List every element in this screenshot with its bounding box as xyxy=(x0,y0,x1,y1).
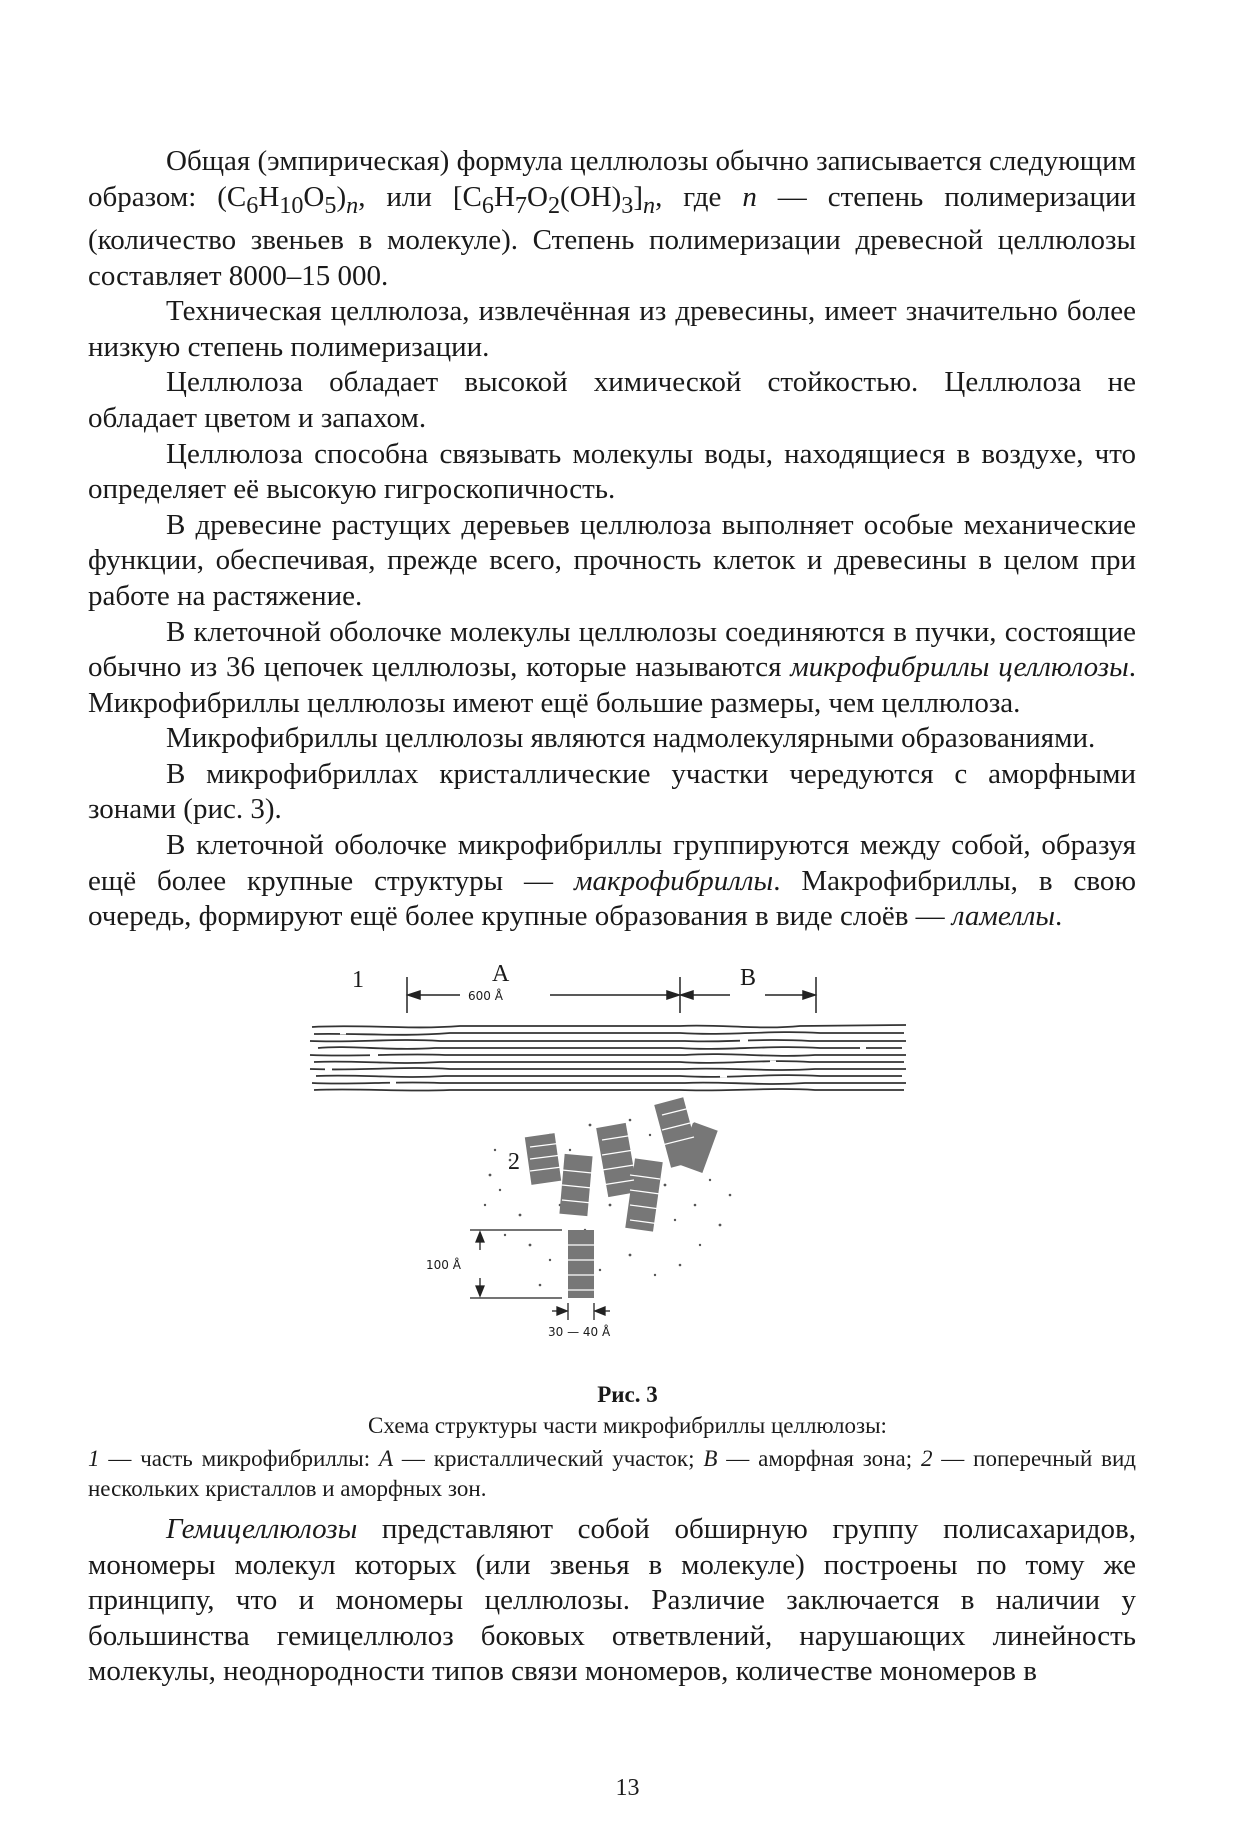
text-run: представляют собой обширную группу полисахаридов, мономеры молекул которых (или звенья в молекуле) построены по тому же принципу, что и мономеры целлюлозы. Различие заключается в наличии у большинства гемицеллюлоз боковых ответвлений, нарушающих линейность молекулы, неоднородности типов связи мономеров, количестве мономеров в xyxy=(88,1513,1136,1688)
subscript: 7 xyxy=(514,191,527,219)
subscript: 10 xyxy=(279,191,304,219)
subscript: 6 xyxy=(481,191,494,219)
caption-text: — часть микрофибриллы: xyxy=(99,1446,380,1471)
text-run: В клеточной оболочке молекулы целлюлозы соединяются в пучки, состоящие обычно из 36 цепочек целлюлозы, которые называются xyxy=(88,615,1136,684)
figure-label-2: 2 xyxy=(508,1149,520,1175)
subscript: 3 xyxy=(621,191,634,219)
paragraph-supramolecular: Микрофибриллы целлюлозы являются надмолекулярными образованиями. xyxy=(166,722,1096,755)
subscript: 2 xyxy=(547,191,561,219)
text-run: H xyxy=(258,180,280,213)
text-run: В клеточной оболочке микрофибриллы группируются между собой, образуя ещё более крупные структуры — xyxy=(88,829,1136,897)
italic-term: макрофибриллы xyxy=(574,864,774,897)
figure-microfibril xyxy=(300,961,940,1395)
paragraph-macrofibrils xyxy=(88,828,1136,935)
cross-section xyxy=(470,1097,731,1320)
figure-caption-title: Рис. 3 xyxy=(597,1382,658,1407)
caption-text: — поперечный вид нескольких кристаллов и аморфных зон. xyxy=(88,1446,1136,1501)
text-block-top xyxy=(88,144,1136,935)
text-run: (OH) xyxy=(560,180,622,213)
page-number: 13 xyxy=(615,1775,640,1801)
caption-text: — кристаллический участок; xyxy=(393,1446,704,1471)
paragraph-formula xyxy=(88,144,1136,294)
figure-label-1: 1 xyxy=(352,967,364,993)
caption-key: A xyxy=(379,1446,394,1471)
crystal-blocks xyxy=(525,1097,718,1298)
paragraph-technical: Техническая целлюлоза, извлечённая из древесины, имеет значительно более низкую степень полимеризации. xyxy=(88,295,1136,363)
text-run: O xyxy=(527,180,548,213)
caption-key: B xyxy=(703,1446,718,1471)
figure-caption-description xyxy=(88,1444,1136,1504)
paragraph-crystalline: В микрофибриллах кристаллические участки чередуются с аморфными зонами (рис. 3). xyxy=(88,757,1136,826)
paragraph-mechanical: В древесине растущих деревьев целлюлоза выполняет особые механические функции, обеспечивая, прежде всего, прочность клеток и древесины в целом при работе на растяжение. xyxy=(88,508,1136,612)
figure-caption-subtitle: Схема структуры части микрофибриллы целлюлозы: xyxy=(368,1413,887,1438)
caption-key: 1 xyxy=(88,1446,100,1471)
text-run: ) xyxy=(336,180,347,213)
italic-term: ламеллы xyxy=(951,900,1055,933)
microfibril-diagram xyxy=(300,975,940,1375)
subscript: 5 xyxy=(324,191,337,219)
text-run: O xyxy=(303,180,325,213)
dimension-600: 600 Å xyxy=(468,989,503,1003)
italic-term: микрофибриллы целлюлозы xyxy=(790,651,1129,684)
text-run: — степень полимеризации (количество звеньев в молекуле). Степень полимеризации древесной целлюлозы составляет 8000–15 000. xyxy=(88,180,1136,292)
text-run: , или [C xyxy=(358,180,482,213)
caption-key: 2 xyxy=(920,1446,933,1471)
text-run: . xyxy=(1055,900,1063,933)
dimension-100: 100 Å xyxy=(426,1258,461,1272)
dimension-30-40: 30 — 40 Å xyxy=(548,1325,611,1339)
text-run: H xyxy=(493,180,515,213)
subscript: 6 xyxy=(246,191,259,219)
variable-n: n xyxy=(742,180,757,213)
fibril-strands xyxy=(310,1025,906,1091)
paragraph-stability: Целлюлоза обладает высокой химической стойкостью. Целлюлоза не обладает цветом и запахом. xyxy=(88,366,1136,434)
subscript-n: n xyxy=(346,191,359,219)
text-block-bottom xyxy=(88,1512,1136,1690)
text-run: , где xyxy=(655,180,743,213)
paragraph-hygroscopic: Целлюлоза способна связывать молекулы воды, находящиеся в воздухе, что определяет её высокую гигроскопичность. xyxy=(88,437,1136,506)
figure-label-a: A xyxy=(492,961,510,987)
paragraph-microfibrils xyxy=(88,615,1136,722)
text-run: . Микрофибриллы целлюлозы имеют ещё большие размеры, чем целлюлоза. xyxy=(88,651,1136,719)
text-run: . Макрофибриллы, в свою очередь, формируют ещё более крупные образования в виде слоёв — xyxy=(88,864,1137,933)
subscript-n: n xyxy=(642,191,656,219)
italic-term: Гемицеллюлозы xyxy=(166,1513,358,1545)
text-run: Общая (эмпирическая) формула целлюлозы обычно записывается следующим образом: (C xyxy=(88,145,1136,213)
figure-label-b: B xyxy=(740,965,757,991)
paragraph-hemicellulose xyxy=(88,1512,1136,1690)
caption-text: — аморфная зона; xyxy=(717,1446,921,1471)
text-run: ] xyxy=(633,180,643,213)
